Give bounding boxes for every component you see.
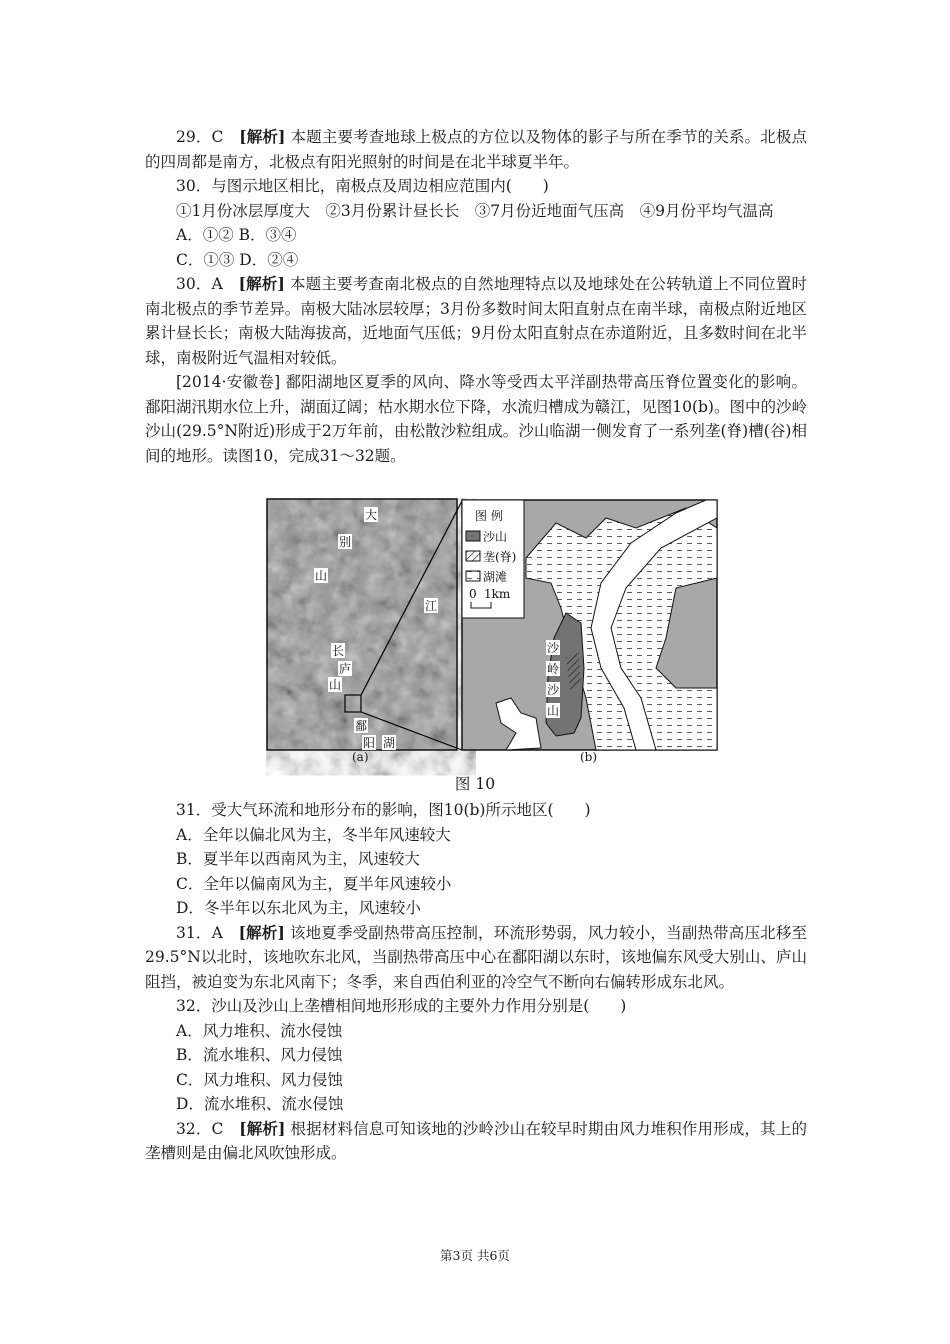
q32-answer: 32．C [解析] 根据材料信息可知该地的沙岭沙山在较早时期由风力堆积作用形成，其上的垄槽则是由偏北风吹蚀形成。 <box>145 1118 807 1162</box>
map-label: 沙 <box>546 683 560 697</box>
scale-zero: 0 <box>469 587 477 601</box>
map-label: 鄱 <box>354 719 368 733</box>
scale-unit: 1km <box>484 587 511 601</box>
map-label: 庐 <box>338 662 352 676</box>
legend-sand-hill: 沙山 <box>483 530 508 544</box>
q31-option-c: C．全年以偏南风为主，夏半年风速较小 <box>176 874 452 893</box>
q32-stem: 32．沙山及沙山上垄槽相间地形形成的主要外力作用分别是( ) <box>176 997 627 1015</box>
q30-answer: 30．A [解析] 本题主要考查南北极点的自然地理特点以及地球处在公转轨道上不同位置时南北极点的季节差异。南极大陆冰层较厚；3月份多数时间太阳直射点在南半球，南极点附近地区累计昼长长；南极大陆海拔高，近地面气压低；9月份太阳直射点在赤道附近，且多数时间在北半球，南极附近气温相对较低。 <box>145 274 807 367</box>
map-label: 阳 <box>362 736 376 750</box>
map-label: 岭 <box>546 662 560 676</box>
map-label: 长 <box>331 644 345 658</box>
map-label: 江 <box>424 599 438 613</box>
q32-option-c: C．风力堆积、风力侵蚀 <box>176 1070 343 1089</box>
page-footer: 第3页 共6页 <box>440 1248 510 1263</box>
schematic-map-b <box>462 500 717 750</box>
legend-title: 图 例 <box>475 509 503 523</box>
figure-title: 图 10 <box>454 775 496 793</box>
map-label: 山 <box>328 678 342 692</box>
map-label: 大 <box>364 508 378 522</box>
material-paragraph: [2014·安徽卷] 鄱阳湖地区夏季的风向、降水等受西太平洋副热带高压脊位置变化的影响。鄱阳湖汛期水位上升，湖面辽阔；枯水期水位下降，水流归槽成为赣江，见图10(b)。图中的沙岭沙山(29.5°N附近)形成于2万年前，由松散沙粒组成。沙山临湖一侧发育了一系列垄(脊)槽(谷)相间的地形。读图10，完成31～32题。 <box>145 373 807 465</box>
legend-ridge: 垄(脊) <box>483 550 517 564</box>
map-label: 别 <box>338 535 352 549</box>
figure-10-maps <box>266 498 718 798</box>
map-label: 山 <box>314 569 328 583</box>
map-label: 山 <box>546 704 560 718</box>
q30-options-cd: C．①③ D．②④ <box>176 250 299 269</box>
legend-box <box>462 500 524 618</box>
legend-lake-beach: 湖滩 <box>483 570 508 584</box>
q32-option-d: D．流水堆积、流水侵蚀 <box>176 1095 344 1113</box>
q32-option-a: A．风力堆积、流水侵蚀 <box>176 1021 343 1040</box>
caption-b: (b) <box>580 750 598 764</box>
q31-answer: 31．A [解析] 该地夏季受副热带高压控制，环流形势弱，风力较小，当副热带高压北移至29.5°N以北时，该地吹东北风，当副热带高压中心在鄱阳湖以东时，该地偏东风受大别山、庐山阻挡，被迫变为东北风南下；冬季，来自西伯利亚的冷空气不断向右偏转形成东北风。 <box>145 922 807 991</box>
q30-stem: 30．与图示地区相比，南极点及周边相应范围内( ) <box>176 177 549 195</box>
q31-option-d: D．冬半年以东北风为主，风速较小 <box>176 899 421 917</box>
q30-statements: ①1月份冰层厚度大 ②3月份累计昼长长 ③7月份近地面气压高 ④9月份平均气温高 <box>176 201 774 220</box>
q32-option-b: B．流水堆积、风力侵蚀 <box>176 1046 343 1064</box>
upper-text-block <box>145 125 807 468</box>
caption-a: (a) <box>352 750 369 764</box>
q31-option-b: B．夏半年以西南风为主，风速较大 <box>176 850 420 868</box>
q30-options-ab: A．①② B．③④ <box>176 226 297 244</box>
map-label: 沙 <box>546 641 560 655</box>
figure-10 <box>266 498 718 798</box>
lower-text-block <box>145 798 807 1166</box>
q31-stem: 31．受大气环流和地形分布的影响，图10(b)所示地区( ) <box>176 801 591 819</box>
satellite-map-a <box>267 499 462 750</box>
map-label: 湖 <box>382 736 396 750</box>
q31-option-a: A．全年以偏北风为主，冬半年风速较大 <box>176 825 451 844</box>
q29-answer: 29．C [解析] 本题主要考查地球上极点的方位以及物体的影子与所在季节的关系。北极点的四周都是南方，北极点有阳光照射的时间是在北半球夏半年。 <box>145 127 807 171</box>
